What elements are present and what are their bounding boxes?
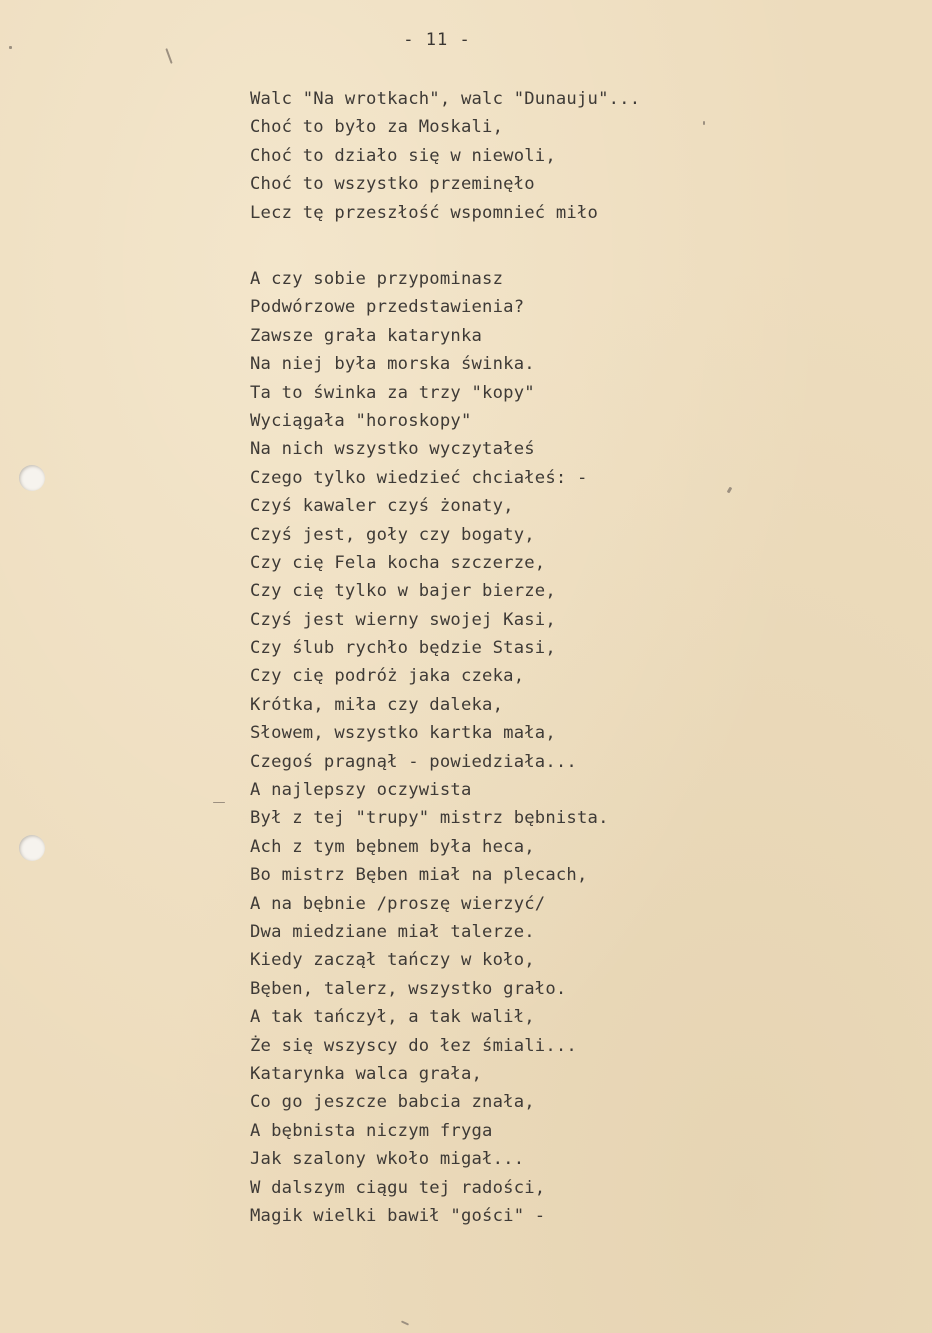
verse-line: W dalszym ciągu tej radości,: [250, 1177, 546, 1198]
verse-line: Walc "Na wrotkach", walc "Dunauju"...: [250, 89, 641, 109]
verse-line: Czyś kawaler czyś żonaty,: [250, 496, 514, 517]
verse-line: Czy cię Fela kocha szczerze,: [250, 552, 546, 573]
verse-line: Co go jeszcze babcia znała,: [250, 1092, 535, 1113]
paper-speck: [401, 1320, 409, 1325]
verse-line: Bo mistrz Bęben miał na plecach,: [250, 865, 588, 886]
verse-line: Podwórzowe przedstawienia?: [250, 297, 525, 318]
verse-line: A najlepszy oczywista: [250, 780, 472, 801]
verse-line: Kiedy zaczął tańczy w koło,: [250, 950, 535, 971]
verse-line: Na niej była morska świnka.: [250, 354, 535, 375]
verse-line: A czy sobie przypominasz: [250, 269, 504, 289]
verse-line: Choć to działo się w niewoli,: [250, 145, 556, 166]
verse-line: Czy cię tylko w bajer bierze,: [250, 581, 556, 602]
verse-line: Katarynka walca grała,: [250, 1063, 483, 1084]
paper-speck: [703, 121, 705, 125]
verse-line: Czegoś pragnął - powiedziała...: [250, 751, 577, 772]
verse-line: Był z tej "trupy" mistrz bębnista.: [250, 808, 609, 829]
verse-line: Choć to wszystko przeminęło: [250, 174, 535, 195]
verse-line: A bębnista niczym fryga: [250, 1120, 493, 1141]
verse-line: Lecz tę przeszłość wspomnieć miło: [250, 202, 599, 223]
paper-speck: [165, 48, 172, 64]
verse-line: Krótka, miła czy daleka,: [250, 694, 504, 715]
verse-line: Czyś jest wierny swojej Kasi,: [250, 609, 556, 630]
stanza: [250, 85, 640, 227]
verse-line: Czy ślub rychło będzie Stasi,: [250, 638, 556, 659]
verse-line: A na bębnie /proszę wierzyć/: [250, 893, 546, 914]
verse-line: Bęben, talerz, wszystko grało.: [250, 978, 567, 999]
verse-line: Magik wielki bawił "gości" -: [250, 1205, 546, 1226]
verse-line: Jak szalony wkoło migał...: [250, 1149, 525, 1170]
punch-hole: [19, 465, 45, 491]
verse-line: Ach z tym bębnem była heca,: [250, 836, 535, 857]
verse-line: Wyciągała "horoskopy": [250, 410, 472, 431]
verse-line: Zawsze grała katarynka: [250, 325, 483, 346]
stanza: [250, 265, 609, 1230]
verse-line: Czyś jest, goły czy bogaty,: [250, 524, 535, 545]
verse-line: A tak tańczył, a tak walił,: [250, 1007, 535, 1028]
verse-line: Czego tylko wiedzieć chciałeś: -: [250, 467, 588, 488]
verse-line: Dwa miedziane miał talerze.: [250, 921, 535, 942]
verse-line: Choć to było za Moskali,: [250, 117, 504, 138]
verse-line: Że się wszyscy do łez śmiali...: [250, 1035, 577, 1056]
paper-speck: [727, 487, 733, 494]
paper-speck: [213, 802, 225, 803]
punch-hole: [19, 835, 45, 861]
verse-line: Słowem, wszystko kartka mała,: [250, 723, 556, 744]
page-number: - 11 -: [403, 30, 471, 50]
verse-line: Ta to świnka za trzy "kopy": [250, 382, 535, 403]
verse-line: Na nich wszystko wyczytałeś: [250, 439, 535, 460]
verse-line: Czy cię podróż jaka czeka,: [250, 666, 525, 687]
